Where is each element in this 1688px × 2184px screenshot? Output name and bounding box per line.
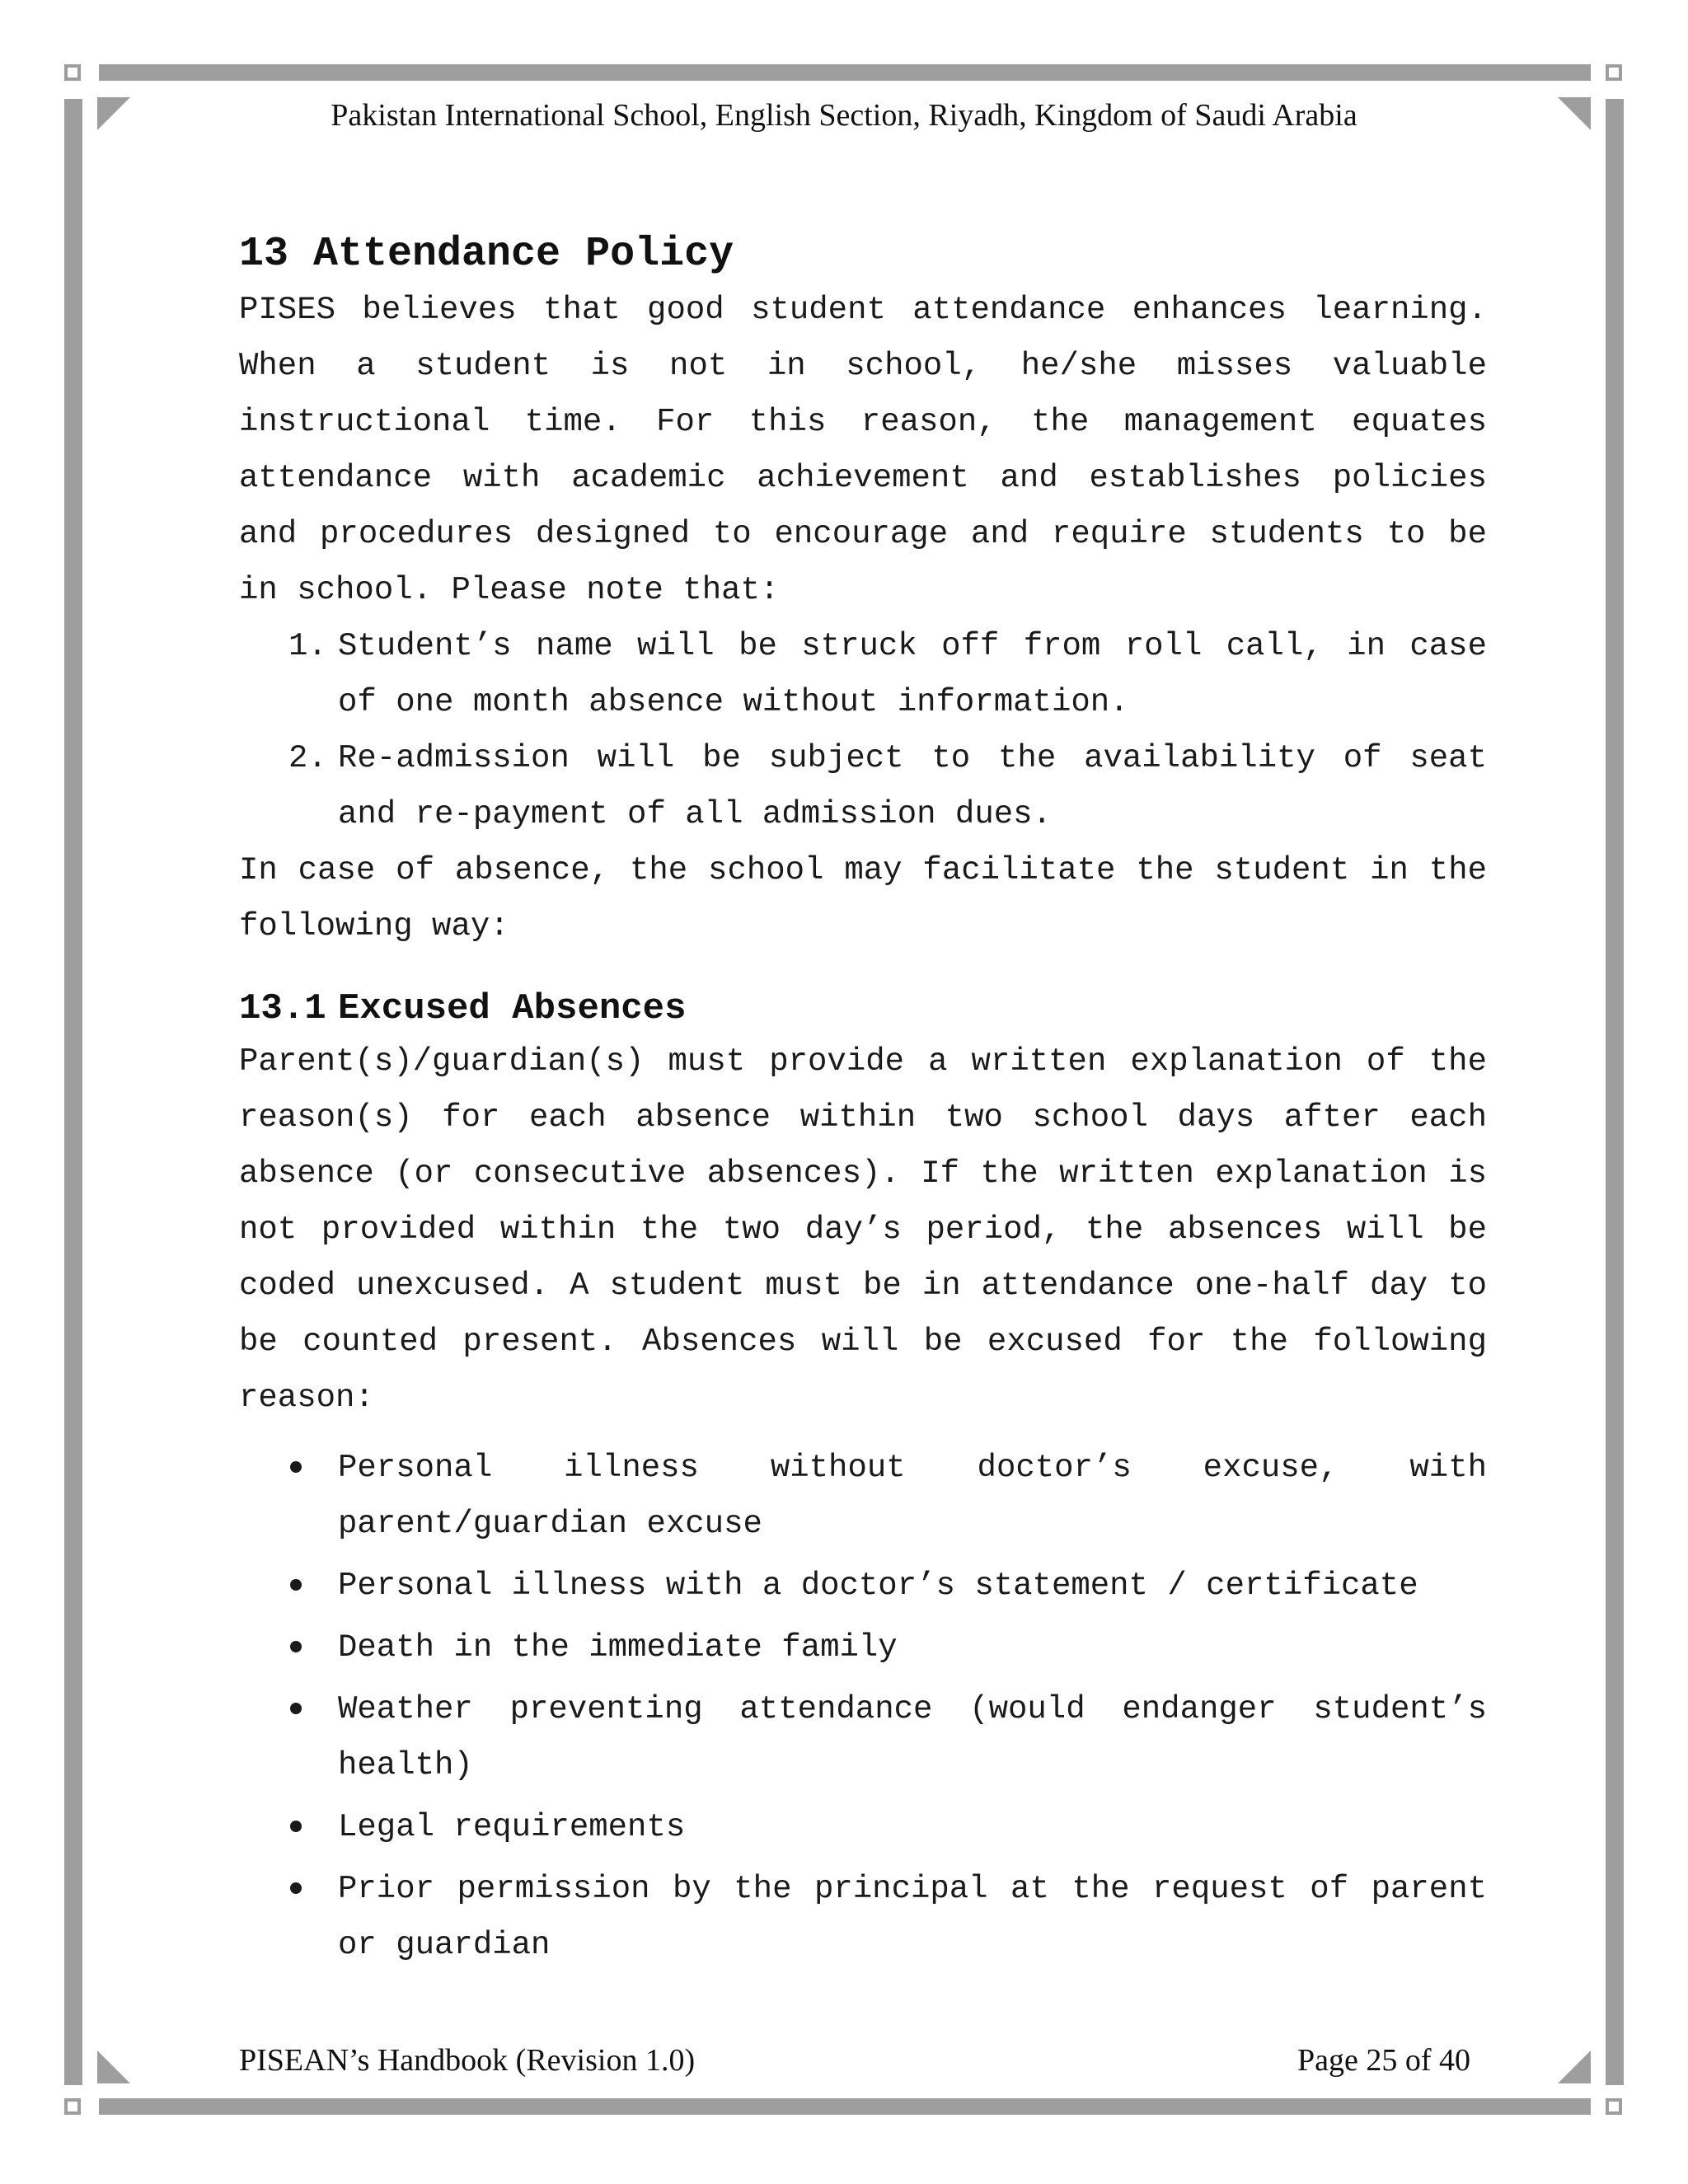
- bullet-icon: [290, 1703, 302, 1714]
- list-item-text: Prior permission by the principal at the request of parent or guardian: [338, 1871, 1487, 1963]
- footer-handbook-title: PISEAN’s Handbook (Revision 1.0): [239, 2043, 696, 2078]
- list-item: [239, 1558, 1487, 1614]
- border-corner-square: [1606, 2098, 1622, 2115]
- border-corner-square: [64, 2098, 81, 2115]
- footer-page-number: Page 25 of 40: [1297, 2043, 1471, 2078]
- border-corner-square: [1606, 64, 1622, 81]
- list-item-text: Legal requirements: [338, 1809, 686, 1845]
- bullet-icon: [290, 1461, 302, 1473]
- bullet-icon: [290, 1821, 302, 1832]
- list-item-text: Death in the immediate family: [338, 1629, 898, 1666]
- page-border-bottom: [99, 2098, 1591, 2115]
- list-item: [239, 1619, 1487, 1675]
- list-marker: 1.: [288, 628, 327, 664]
- subsection-body-paragraph: Parent(s)/guardian(s) must provide a written explanation of the reason(s) for each absence within two school days after each absence (or consecutive absences). If the written explanation is not provided within the two day’s period, the absences will be coded unexcused. A student must be in attendance one-half day to be counted present. Absences will be excused for the following reason:: [239, 1043, 1487, 1416]
- border-corner-triangle: [97, 2050, 130, 2083]
- running-header: Pakistan International School, English Section, Riyadh, Kingdom of Saudi Arabia: [331, 98, 1357, 133]
- list-item: [239, 618, 1487, 730]
- attendance-rules-list: [239, 618, 1487, 842]
- list-item-text: Personal illness without doctor’s excuse, with parent/guardian excuse: [338, 1450, 1487, 1542]
- section-title: 13 Attendance Policy: [239, 231, 734, 278]
- section-outro-paragraph: In case of absence, the school may facilitate the student in the following way:: [239, 852, 1487, 944]
- list-item: [239, 1440, 1487, 1552]
- page-border-top: [99, 64, 1591, 81]
- page-border-right: [1606, 99, 1624, 2085]
- list-item: [239, 1681, 1487, 1793]
- list-marker: 2.: [288, 740, 327, 776]
- section-intro-paragraph: PISES believes that good student attendance enhances learning. When a student is not in school, he/she misses valuable instructional time. For this reason, the management equates attendance with academic achievement and establishes policies and procedures designed to encourage and require students to be in school. Please note that:: [239, 292, 1487, 608]
- bullet-icon: [290, 1579, 302, 1591]
- list-item-text: Weather preventing attendance (would endanger student’s health): [338, 1691, 1487, 1783]
- list-item-text: Personal illness with a doctor’s statement / certificate: [338, 1568, 1418, 1604]
- list-item: [239, 1861, 1487, 1973]
- border-corner-triangle: [1558, 2050, 1591, 2083]
- list-item: [239, 730, 1487, 842]
- subsection-number: 13.1: [239, 988, 326, 1029]
- list-item-text: Re-admission will be subject to the availability of seat and re-payment of all admission dues.: [338, 740, 1487, 832]
- bullet-icon: [290, 1882, 302, 1894]
- subsection-title: [239, 984, 1487, 1033]
- subsection-title-text: Excused Absences: [338, 988, 687, 1029]
- page-border-left: [64, 99, 82, 2085]
- list-item-text: Student’s name will be struck off from roll call, in case of one month absence without information.: [338, 628, 1487, 720]
- spacer: [239, 1426, 1487, 1434]
- spacer: [239, 954, 1487, 984]
- list-item: [239, 1799, 1487, 1855]
- document-body: [239, 227, 1487, 1979]
- excused-reasons-list: [239, 1440, 1487, 1973]
- bullet-icon: [290, 1641, 302, 1652]
- border-corner-square: [64, 64, 81, 81]
